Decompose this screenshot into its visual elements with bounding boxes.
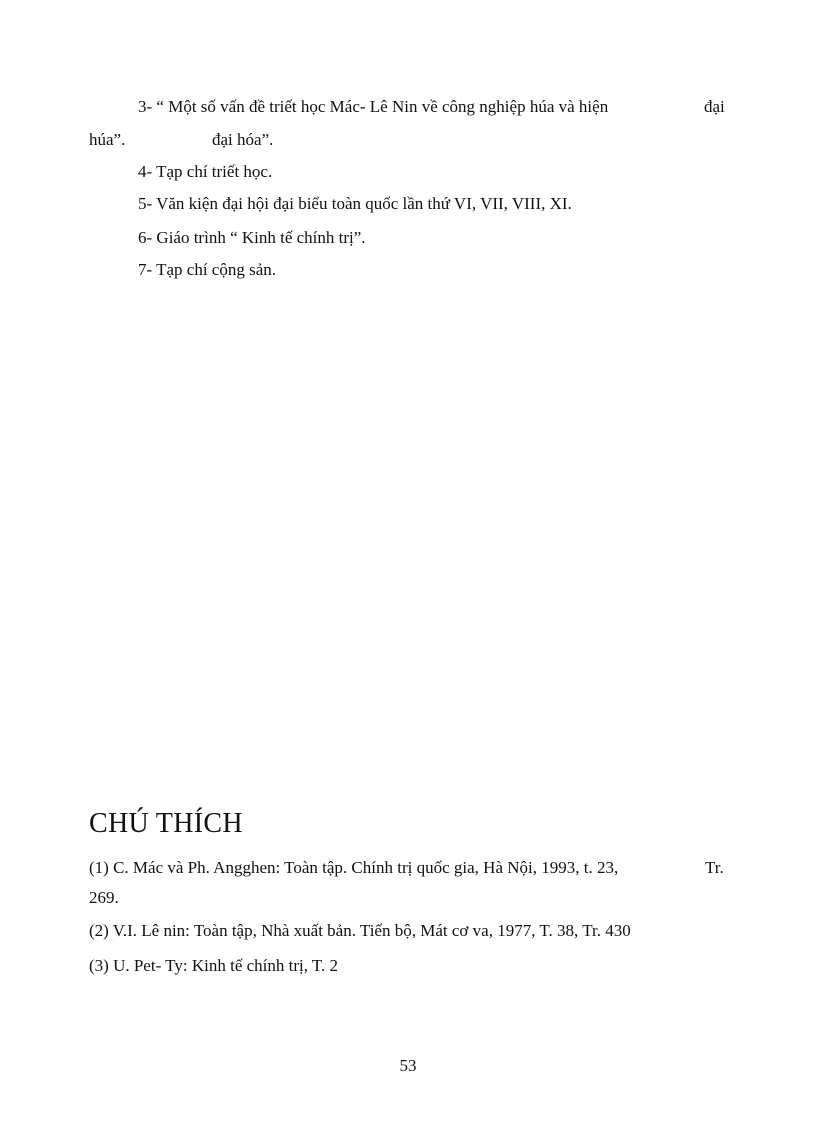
reference-item-7: 7- Tạp chí cộng sản. [138,260,277,279]
reference-item-4: 4- Tạp chí triết học. [138,162,273,181]
note-1: (1) C. Mác và Ph. Angghen: Toàn tập. Chính trị quốc gia, Hà Nội, 1993, t. 23, [89,858,619,877]
reference-item-3-continuation: húa”. [89,130,126,149]
note-1-continuation: 269. [89,888,119,907]
note-3: (3) U. Pet- Ty: Kinh tế chính trị, T. 2 [89,956,339,975]
reference-item-3-line-end: đại [704,97,725,116]
note-2: (2) V.I. Lê nin: Toàn tập, Nhà xuất bản. Tiến bộ, Mát cơ va, 1977, T. 38, Tr. 430 [89,921,631,940]
notes-heading: CHÚ THÍCH [89,808,243,839]
note-1-line-end: Tr. [705,858,724,877]
reference-item-6: 6- Giáo trình “ Kinh tế chính trị”. [138,228,366,247]
reference-item-5: 5- Văn kiện đại hội đại biểu toàn quốc lần thứ VI, VII, VIII, XI. [138,194,572,213]
page-number: 53 [399,1056,417,1075]
reference-item-3: 3- “ Một số vấn đề triết học Mác- Lê Nin về công nghiệp húa và hiện [138,97,609,116]
reference-item-3-duplicate-fragment: đại hóa”. [212,130,274,149]
